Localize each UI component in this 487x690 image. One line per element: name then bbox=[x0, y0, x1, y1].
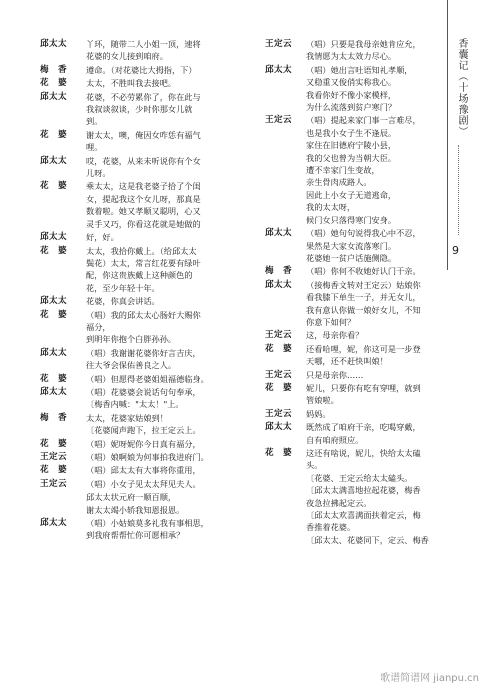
dialogue-line: 因此上小女子无道逃命， bbox=[306, 189, 397, 200]
speaker-name: 花 婆 bbox=[40, 438, 67, 449]
dialogue-line: 我看你好不像小家模样， bbox=[306, 89, 397, 100]
dialogue-entry bbox=[40, 231, 252, 243]
speaker-name: 王定云 bbox=[265, 408, 292, 419]
dialogue-line: 为什么流落到贫户寒门？ bbox=[306, 102, 397, 113]
dialogue-line: 〔邱太太、花婆同下，定云、梅香 bbox=[306, 534, 429, 545]
speaker-name: 花 婆 bbox=[40, 373, 67, 384]
margin-rule bbox=[447, 0, 448, 270]
dialogue-entry bbox=[40, 347, 252, 372]
dialogue-entry bbox=[40, 129, 252, 154]
dialogue-line: 看我膝下单生一子，并无女儿， bbox=[306, 292, 421, 303]
speaker-name: 花 婆 bbox=[40, 129, 67, 140]
dialogue-lines bbox=[86, 91, 252, 128]
dialogue-lines bbox=[306, 408, 435, 420]
dialogue-lines bbox=[86, 295, 252, 307]
dialogue-entry bbox=[265, 279, 435, 329]
dialogue-line: 妈妈。 bbox=[306, 408, 331, 419]
dialogue-lines bbox=[306, 329, 435, 341]
dialogue-line: 这，母亲你看？ bbox=[306, 330, 364, 341]
dialogue-entry bbox=[265, 382, 435, 407]
dialogue-line: 〔邱太太满喜地拉起花婆，梅香 bbox=[306, 485, 421, 496]
dialogue-lines bbox=[306, 64, 435, 114]
dialogue-line: 果然是大家女流落寒门。 bbox=[306, 240, 397, 251]
dialogue-line: 只是母亲你…… bbox=[306, 369, 364, 380]
dialogue-lines bbox=[306, 382, 435, 407]
dialogue-line: 花婆她一贫户话施侧隐。 bbox=[306, 252, 397, 263]
speaker-name: 花 婆 bbox=[40, 309, 67, 320]
dialogue-line: 灵手又巧，你看这花就是她做的 bbox=[86, 218, 201, 229]
dialogue-lines bbox=[86, 77, 252, 89]
speaker-name: 王定云 bbox=[40, 452, 67, 462]
dialogue-line: 到明年你抱个白胖孙孙。 bbox=[86, 334, 177, 345]
dialogue-line: 花婆，你真会讲话。 bbox=[86, 296, 160, 307]
dialogue-lines bbox=[86, 373, 252, 385]
dialogue-entry bbox=[40, 478, 252, 490]
speaker-name: 邱太太 bbox=[40, 91, 67, 102]
speaker-name: 王定云 bbox=[40, 478, 67, 489]
speaker-name bbox=[40, 491, 86, 516]
dialogue-line: （唱）妮呀妮你今日真有福分， bbox=[86, 438, 201, 449]
dialogue-line: （唱）你何不收她好认门干亲。 bbox=[306, 266, 421, 277]
speaker-name: 邱太太 bbox=[40, 347, 67, 358]
dialogue-entry bbox=[40, 180, 252, 230]
dialogue-line: 花婆的女儿接到咱府。 bbox=[86, 51, 168, 62]
dialogue-line: （唱）我谢谢花婆你好言吉庆， bbox=[86, 347, 201, 358]
dialogue-lines bbox=[86, 38, 252, 63]
speaker-name: 邱太太 bbox=[40, 386, 67, 397]
dialogue-lines bbox=[86, 412, 252, 437]
dialogue-lines bbox=[306, 421, 435, 446]
dialogue-entry bbox=[40, 64, 252, 76]
dialogue-line: 妮儿，只要你有吃有穿哩，就到 bbox=[306, 382, 421, 393]
speaker-name: 王定云 bbox=[265, 369, 292, 380]
dialogue-entry bbox=[265, 265, 435, 277]
dialogue-lines bbox=[86, 464, 252, 476]
dialogue-entry bbox=[265, 343, 435, 368]
dialogue-lines bbox=[86, 386, 252, 411]
speaker-name: 梅 香 bbox=[40, 64, 67, 75]
dialogue-line: 也是我小女子生不逢辰。 bbox=[306, 127, 397, 138]
dialogue-line: 这还有啥说，妮儿，快给太太磕 bbox=[306, 448, 421, 458]
speaker-name: 邱太太 bbox=[40, 232, 67, 243]
dialogue-lines bbox=[86, 64, 252, 76]
dialogue-line: 往大爷会保佑善良之人。 bbox=[86, 360, 177, 371]
dialogue-line: 候门女只落得寒门安身。 bbox=[306, 214, 397, 225]
dialogue-line: （唱）她句句说得我心中不忍， bbox=[306, 228, 421, 239]
speaker-name: 花 婆 bbox=[40, 181, 67, 192]
dialogue-entry bbox=[40, 491, 252, 516]
dialogue-line: 夜急拉拂起定云。 bbox=[306, 497, 372, 508]
speaker-name: 梅 香 bbox=[40, 412, 67, 423]
dialogue-line: 我的太太呀， bbox=[306, 202, 356, 213]
dialogue-lines bbox=[86, 231, 252, 243]
dialogue-lines bbox=[306, 343, 435, 368]
dialogue-lines bbox=[306, 38, 435, 63]
dialogue-line: 又稳重又俊俏实称我心。 bbox=[306, 77, 397, 88]
dialogue-line: 到。 bbox=[86, 116, 103, 127]
dialogue-entry bbox=[40, 309, 252, 346]
dialogue-line: （唱）只要是我母亲她肯应允， bbox=[306, 39, 421, 49]
dialogue-line: 到我府帮帮忙你可愿相承？ bbox=[86, 530, 185, 541]
dialogue-lines bbox=[86, 347, 252, 372]
dialogue-line: 花婆，不必劳累你了，你在此与 bbox=[86, 91, 201, 102]
page-number: 9 bbox=[452, 244, 459, 257]
dialogue-line: 我叙谈叙谈，少时你那女儿就 bbox=[86, 104, 193, 115]
dialogue-line: 邱太太状元府一顺百顺， bbox=[86, 492, 177, 503]
dialogue-line: （唱）她出言吐语知礼孝顺， bbox=[306, 64, 413, 75]
dialogue-line: （唱）提起来家门事一言难尽， bbox=[306, 115, 421, 126]
dialogue-line: 福分， bbox=[86, 321, 111, 332]
dialogue-lines bbox=[86, 451, 252, 463]
book-title: 香囊记（十场豫剧） bbox=[456, 38, 467, 137]
speaker-name: 邱太太 bbox=[40, 155, 67, 166]
dialogue-line: （唱）小姑娘莫多礼我有事相思， bbox=[86, 518, 209, 529]
speaker-name: 邱太太 bbox=[40, 296, 67, 307]
dialogue-line: 鬓花）太太，常言红花要有绿叶 bbox=[86, 257, 201, 268]
speaker-name: 邱太太 bbox=[40, 39, 67, 49]
speaker-name: 邱太太 bbox=[40, 518, 67, 529]
speaker-name: 花 婆 bbox=[40, 465, 67, 476]
dialogue-lines bbox=[86, 129, 252, 154]
dialogue-entry bbox=[40, 295, 252, 307]
dialogue-entry bbox=[40, 451, 252, 463]
dialogue-entry bbox=[265, 421, 435, 446]
dialogue-line: （接梅香文转对王定云）姑娘你 bbox=[306, 279, 421, 290]
dialogue-line: 太太，我拾你戴上。（给邱太太 bbox=[86, 245, 197, 256]
dialogue-line: 丫环，随带二人小姐一顶，速将 bbox=[86, 39, 201, 49]
dialogue-lines bbox=[306, 369, 435, 381]
dialogue-line: 谢太太竭小轿我知恩报恩。 bbox=[86, 504, 185, 515]
dialogue-entry bbox=[40, 386, 252, 411]
dialogue-line: 谢太太，噢，俺因女咋恁有福气 bbox=[86, 129, 201, 140]
speaker-name: 王定云 bbox=[265, 330, 292, 341]
dialogue-line: 〔花婆闻声跑下，拉王定云上。 bbox=[86, 425, 201, 436]
dialogue-line: 亲生骨肉成路人。 bbox=[306, 177, 372, 188]
left-text-column bbox=[40, 38, 252, 543]
dialogue-lines bbox=[86, 309, 252, 346]
dialogue-entry bbox=[265, 227, 435, 264]
dialogue-entry bbox=[40, 38, 252, 63]
right-text-column bbox=[265, 38, 435, 547]
dialogue-line: 花，至少年轻十年。 bbox=[86, 282, 160, 293]
dialogue-entry bbox=[265, 447, 435, 546]
speaker-name: 王定云 bbox=[265, 39, 292, 49]
dialogue-line: （唱）邱太太有大事将你重用， bbox=[86, 465, 201, 476]
dialogue-line: 〔梅香内喊："太太！"上。 bbox=[86, 399, 184, 410]
watermark: 歌谱简谱网 jianpu.cn bbox=[380, 673, 479, 684]
dialogue-line: 我有意认你做一娘好女儿，不知 bbox=[306, 304, 421, 315]
dialogue-line: 遵命。（对花婆比大拇指，下） bbox=[86, 64, 197, 75]
dialogue-line: 家住在旧德府宁陵小县， bbox=[306, 140, 397, 151]
dialogue-line: 既然成了咱府干亲，吃喝穿戴， bbox=[306, 422, 421, 433]
speaker-name: 花 婆 bbox=[265, 448, 292, 458]
dialogue-lines bbox=[86, 155, 252, 180]
dialogue-line: 你意下如何？ bbox=[306, 316, 356, 327]
dialogue-line: 儿呀。 bbox=[86, 168, 111, 179]
dialogue-lines bbox=[306, 114, 435, 226]
dialogue-line: 〔邱太太欢喜满面扶着定云，梅 bbox=[306, 510, 421, 521]
speaker-name: 花 婆 bbox=[265, 343, 292, 354]
dialogue-entry bbox=[40, 438, 252, 450]
dialogue-entry bbox=[40, 91, 252, 128]
speaker-name: 王定云 bbox=[265, 115, 292, 126]
dialogue-entry bbox=[40, 464, 252, 476]
dialogue-line: 哎，花婆，从来未听说你有个女 bbox=[86, 155, 201, 166]
dialogue-lines bbox=[306, 447, 435, 546]
dialogue-entry bbox=[265, 38, 435, 63]
dialogue-entry bbox=[265, 408, 435, 420]
dialogue-entry bbox=[265, 369, 435, 381]
dialogue-line: （唱）我的邱太太心肠好大赐你 bbox=[86, 309, 201, 320]
dialogue-line: 〔花婆、王定云给太太磕头。 bbox=[306, 472, 413, 483]
dialogue-entry bbox=[40, 412, 252, 437]
dialogue-lines bbox=[86, 438, 252, 450]
dialogue-line: 我的父也曾为当朝大臣。 bbox=[306, 152, 397, 163]
dialogue-entry bbox=[40, 77, 252, 89]
speaker-name: 邱太太 bbox=[265, 228, 292, 239]
dialogue-lines bbox=[306, 265, 435, 277]
speaker-name: 邱太太 bbox=[265, 279, 292, 290]
dialogue-line: 香推着花婆。 bbox=[306, 522, 356, 533]
dialogue-lines bbox=[86, 478, 252, 490]
speaker-name: 邱太太 bbox=[265, 422, 292, 433]
dialogue-line: 数着啦。她又孝顺又聪明，心又 bbox=[86, 206, 201, 217]
dialogue-line: （唱）小女子见太太拜见夫人。 bbox=[86, 478, 201, 489]
dialogue-line: 自有咱府照应。 bbox=[306, 434, 364, 445]
dialogue-lines bbox=[86, 245, 252, 295]
dialogue-line: 哩。 bbox=[86, 142, 103, 153]
dialogue-entry bbox=[40, 373, 252, 385]
dialogue-entry bbox=[40, 155, 252, 180]
dialogue-entry bbox=[40, 517, 252, 542]
dialogue-line: 管娘啦。 bbox=[306, 395, 339, 406]
dialogue-line: 头。 bbox=[306, 460, 323, 471]
dialogue-line: 好，好。 bbox=[86, 232, 119, 243]
dialogue-lines bbox=[306, 279, 435, 329]
dialogue-line: 还看哈哩，妮，你这可是一步登 bbox=[306, 343, 421, 354]
dialogue-line: 配，你这贵族戴上这种颜色的 bbox=[86, 270, 193, 281]
margin-dotted-rule bbox=[458, 145, 459, 235]
dialogue-line: 乘太太，这是我老婆子拾了个闺 bbox=[86, 181, 201, 192]
dialogue-line: 天哪，还不赶快叫娘！ bbox=[306, 356, 388, 367]
dialogue-lines bbox=[86, 517, 252, 542]
speaker-name: 花 婆 bbox=[265, 382, 292, 393]
dialogue-lines bbox=[86, 180, 252, 230]
speaker-name: 花 婆 bbox=[40, 78, 67, 89]
dialogue-line: 我情愿为太太效力尽心。 bbox=[306, 51, 397, 62]
dialogue-lines bbox=[86, 491, 252, 516]
dialogue-entry bbox=[265, 64, 435, 114]
speaker-name: 花 婆 bbox=[40, 245, 67, 256]
dialogue-line: 女，提起我这个女儿呀，那真是 bbox=[86, 193, 201, 204]
speaker-name: 梅 香 bbox=[265, 266, 292, 277]
dialogue-line: （唱）但愿得老婆姐姐福德临身。 bbox=[86, 373, 209, 384]
dialogue-line: （唱）娘啊娘为何事拍我进府门。 bbox=[86, 452, 209, 462]
speaker-name: 邱太太 bbox=[265, 64, 292, 75]
dialogue-entry bbox=[265, 114, 435, 226]
dialogue-entry bbox=[265, 329, 435, 341]
dialogue-line: 遭不幸家门生变故， bbox=[306, 165, 380, 176]
dialogue-line: 太太，不胜叫我去接吧。 bbox=[86, 78, 177, 89]
dialogue-lines bbox=[306, 227, 435, 264]
dialogue-line: 太太，花婆家姑娘到！ bbox=[86, 412, 168, 423]
dialogue-entry bbox=[40, 245, 252, 295]
dialogue-line: （唱）花婆婆会说话句句奉承， bbox=[86, 386, 201, 397]
